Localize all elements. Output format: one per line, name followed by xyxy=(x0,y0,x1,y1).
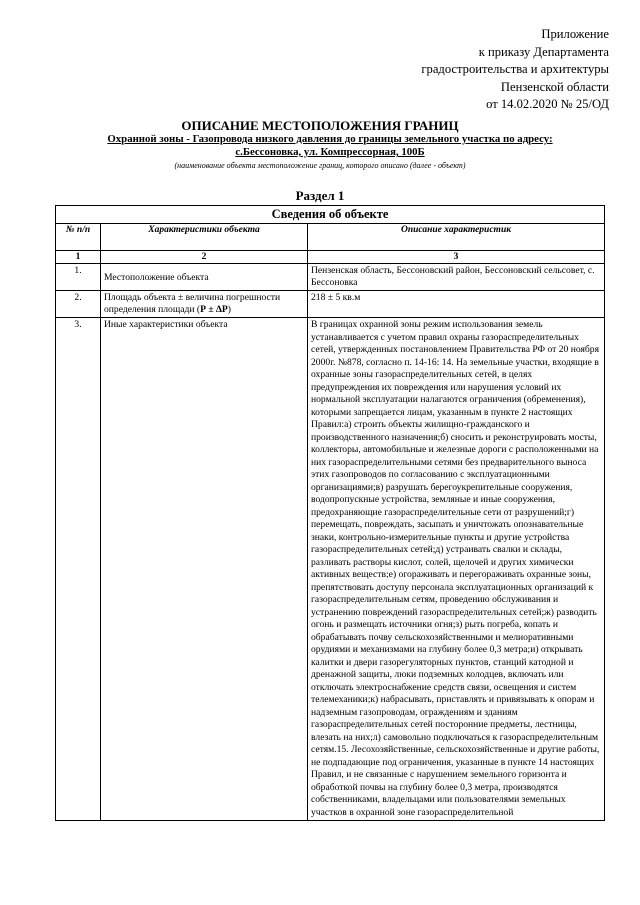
row-value: Пензенская область, Бессоновский район, Бессоновский сельсовет, с. Бессоновка xyxy=(308,264,605,291)
table-section-row xyxy=(56,206,605,224)
row-characteristic: Местоположение объекта xyxy=(101,264,308,291)
appendix-line: Пензенской области xyxy=(500,79,609,94)
table-section-title: Сведения об объекте xyxy=(56,206,605,224)
object-info-table xyxy=(55,205,605,821)
header-characteristics: Характеристики объекта xyxy=(101,224,308,251)
table-row xyxy=(56,264,605,291)
row-characteristic xyxy=(101,291,308,318)
appendix-line: к приказу Департамента xyxy=(478,44,609,59)
document-title: ОПИСАНИЕ МЕСТОПОЛОЖЕНИЯ ГРАНИЦ xyxy=(181,118,459,133)
document-subtitle xyxy=(60,133,600,159)
subtitle-note: (наименование объекта местоположение границ, которого описано (далее - объект) xyxy=(174,161,466,170)
column-number-row xyxy=(56,251,605,264)
row-number: 1. xyxy=(56,264,101,291)
column-number: 2 xyxy=(101,251,308,264)
appendix-line: градостроительства и архитектуры xyxy=(421,62,609,76)
row-number: 3. xyxy=(56,318,101,821)
table-header-row xyxy=(56,224,605,251)
appendix-line: Приложение xyxy=(541,27,609,41)
table-row xyxy=(56,318,605,821)
column-number: 1 xyxy=(56,251,101,264)
row-value: В границах охранной зоны режим использования земель устанавливается с учетом правил охраны газораспределительных сетей, утвержденных постановлением Правительства РФ от 20 ноября 2000г. №878, согласно п. 14-16: 14. На земельные участки, входящие в охранные зоны газораспределительных сетей, в целях предупреждения их повреждения или нарушения условий их нормальной эксплуатации налагаются ограничения (обременения), которыми запрещается лицам, указанным в пункте 2 настоящих Правил:а) строить объекты жилищно-гражданского и производственного назначения;б) сносить и реконструировать мосты, коллекторы, автомобильные и железные дороги с расположенными на них газораспределительными сетями без предварительного выноса этих газопроводов по согласованию с эксплуатационными организациями;в) разрушать берегоукрепительные сооружения, водопропускные устройства, земляные и иные сооружения, предохраняющие газораспределительные сети от разрушений;г) перемещать, повреждать, засыпать и уничтожать опознавательные знаки, контрольно-измерительные пункты и другие устройства газораспределительных сетей;д) устраивать свалки и склады, разливать растворы кислот, солей, щелочей и других химически активных веществ;е) огораживать и перегораживать охранные зоны, препятствовать доступу персонала эксплуатационных организаций к газораспределительным сетям, проведению обслуживания и устранению повреждений газораспределительных сетей;ж) разводить огонь и размещать источники огня;з) рыть погреба, копать и обрабатывать почву сельскохозяйственными и мелиоративными орудиями и механизмами на глубину более 0,3 метра;и) открывать калитки и двери газорегуляторных пунктов, станций катодной и дренажной защиты, люки подземных колодцев, включать или отключать электроснабжение средств связи, освещения и систем телемеханики;к) набрасывать, приставлять и привязывать к опорам и надземным газопроводам, ограждениям и зданиям газораспределительных сетей посторонние предметы, лестницы, влезать на них;л) самовольно подключаться к газораспределительным сетям.15. Лесохозяйственные, сельскохозяйственные и другие работы, не подпадающие под ограничения, указанные в пункте 14 настоящих Правил, и не связанные с нарушением земельного горизонта и обработкой почвы на глубину более 0,3 метра, производятся собственниками, владельцами или пользователями земельных участков в охранной зоне газораспределительной xyxy=(308,318,605,821)
header-num: № п/п xyxy=(56,224,101,251)
section-heading: Раздел 1 xyxy=(295,188,345,203)
row-number: 2. xyxy=(56,291,101,318)
subtitle-line: с.Бессоновка, ул. Компрессорная, 100Б xyxy=(235,146,425,158)
row-characteristic: Иные характеристики объекта xyxy=(101,318,308,821)
row-characteristic-formula: Р ± ∆Р xyxy=(200,304,228,315)
subtitle-line: Охранной зоны - Газопровода низкого давления до границы земельного участка по адресу: xyxy=(107,133,553,145)
appendix-block xyxy=(421,26,609,114)
table-row xyxy=(56,291,605,318)
header-description: Описание характеристик xyxy=(308,224,605,251)
column-number: 3 xyxy=(308,251,605,264)
row-characteristic-text: Площадь объекта ± величина погрешности определения площади ( xyxy=(104,292,281,315)
row-characteristic-text: ) xyxy=(227,304,231,315)
row-value: 218 ± 5 кв.м xyxy=(308,291,605,318)
appendix-line: от 14.02.2020 № 25/ОД xyxy=(486,97,609,111)
